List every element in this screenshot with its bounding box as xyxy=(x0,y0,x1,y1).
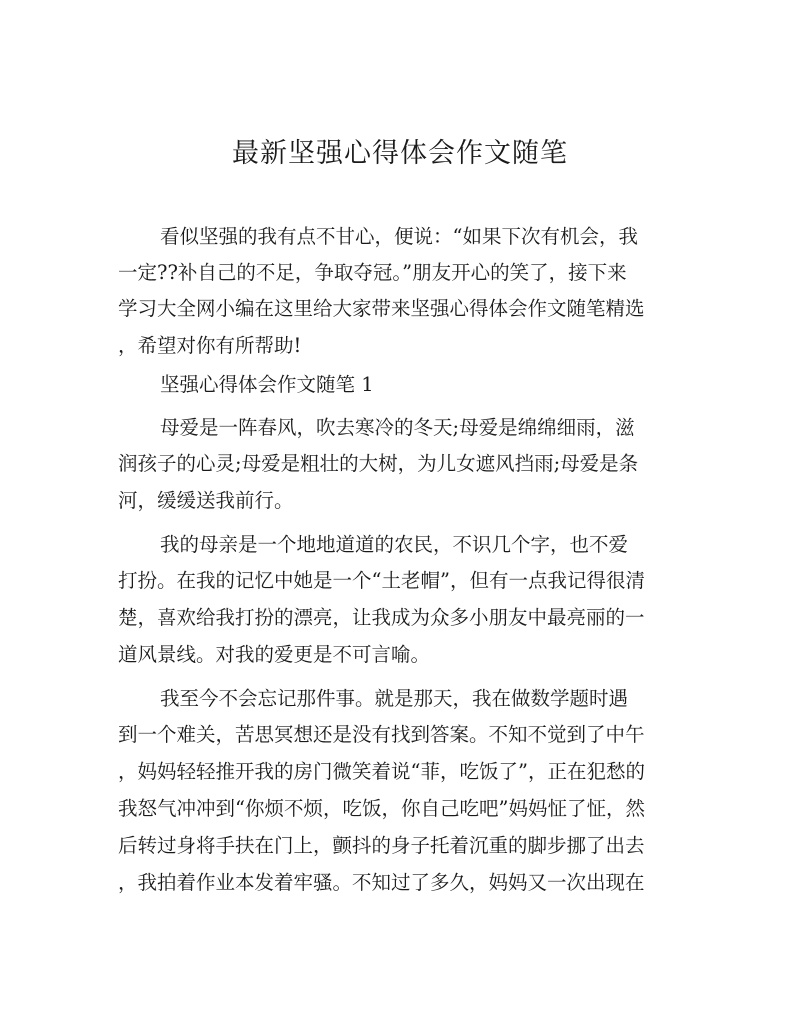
document-title: 最新坚强心得体会作文随笔 xyxy=(232,138,568,169)
section-heading: 坚强心得体会作文随笔 1 xyxy=(160,373,374,396)
paragraph-line: 看似坚强的我有点不甘心，便说：“如果下次有机会，我 xyxy=(160,225,638,248)
paragraph-line: ，希望对你有所帮助! xyxy=(118,334,302,357)
paragraph-line: 我至今不会忘记那件事。就是那天，我在做数学题时遇 xyxy=(160,687,629,710)
paragraph-line: 我怒气冲冲到“你烦不烦，吃饭，你自己吃吧”妈妈怔了怔，然 xyxy=(118,797,645,820)
paragraph-line: 到一个难关，苦思冥想还是没有找到答案。不知不觉到了中午 xyxy=(118,723,645,746)
paragraph-line: 打扮。在我的记忆中她是一个“土老帽”，但有一点我记得很清 xyxy=(118,569,645,592)
paragraph-line: ，妈妈轻轻推开我的房门微笑着说“菲，吃饭了”，正在犯愁的 xyxy=(118,760,645,783)
paragraph-line: 我的母亲是一个地地道道的农民，不识几个字，也不爱 xyxy=(160,533,629,556)
paragraph-line: 母爱是一阵春风，吹去寒冷的冬天;母爱是绵绵细雨，滋 xyxy=(160,416,635,439)
paragraph-line: 楚，喜欢给我打扮的漂亮，让我成为众多小朋友中最亮丽的一 xyxy=(118,606,645,629)
paragraph-line: 后转过身将手扶在门上，颤抖的身子托着沉重的脚步挪了出去 xyxy=(118,834,645,857)
paragraph-line: 润孩子的心灵;母爱是粗壮的大树，为儿女遮风挡雨;母爱是条 xyxy=(118,452,639,475)
paragraph-line: 道风景线。对我的爱更是不可言喻。 xyxy=(118,643,431,666)
paragraph-line: 学习大全网小编在这里给大家带来坚强心得体会作文随笔精选 xyxy=(118,297,645,320)
paragraph-line: 河，缓缓送我前行。 xyxy=(118,489,294,512)
paragraph-line: ，我拍着作业本发着牢骚。不知过了多久，妈妈又一次出现在 xyxy=(118,871,645,894)
paragraph-line: 一定??补自己的不足，争取夺冠。”朋友开心的笑了，接下来 xyxy=(118,261,627,284)
